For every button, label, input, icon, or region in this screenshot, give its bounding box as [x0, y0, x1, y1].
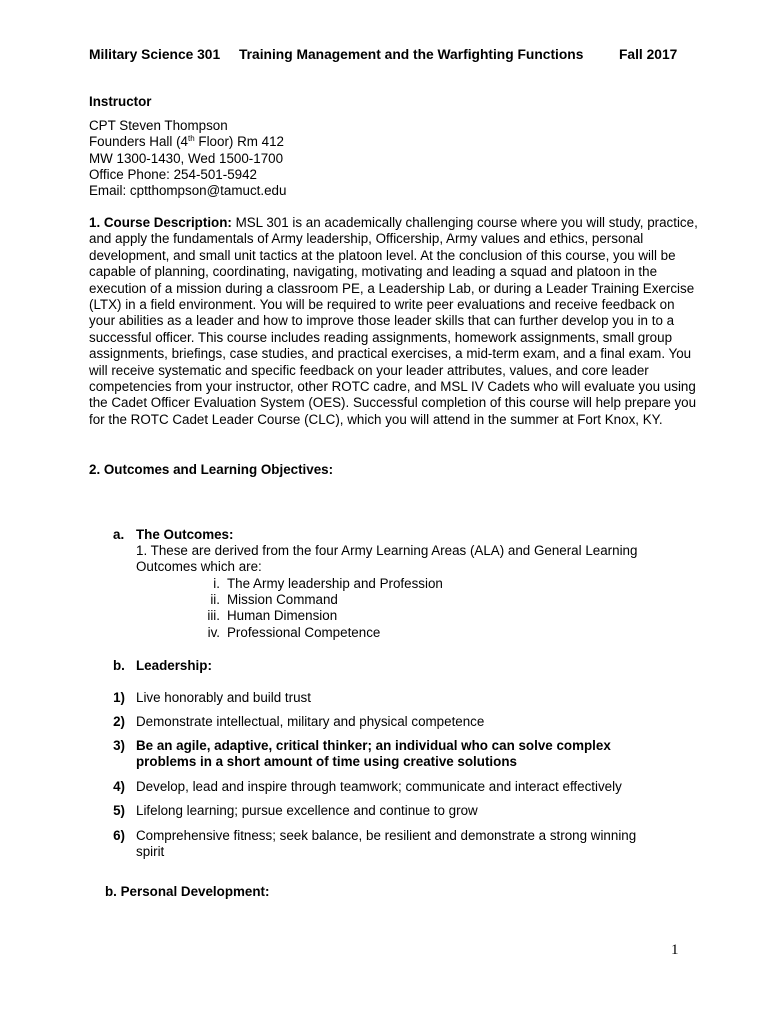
area-text: Mission Command — [227, 592, 338, 607]
outcomes-a-line1: 1. These are derived from the four Army Learning Areas (ALA) and General Learning — [136, 543, 638, 558]
leadership-item: Develop, lead and inspire through teamwork; communicate and interact effectively — [136, 779, 622, 794]
area-text: Human Dimension — [227, 608, 338, 623]
leadership-item: Live honorably and build trust — [136, 690, 311, 705]
instructor-phone: Office Phone: 254-501-5942 — [89, 167, 258, 182]
personal-development-heading: b. Personal Development: — [105, 884, 270, 899]
outcomes-heading: 2. Outcomes and Learning Objectives: — [89, 462, 334, 477]
leadership-number: 2) — [113, 714, 125, 729]
course-term: Fall 2017 — [619, 47, 678, 62]
course-description-label: 1. Course Description: — [89, 215, 232, 230]
area-text: The Army leadership and Profession — [227, 576, 443, 591]
course-description — [89, 215, 699, 428]
leadership-item: Be an agile, adaptive, critical thinker; an individual who can solve complex problems in a short amount of time using creative solutions — [136, 738, 611, 770]
leadership-number: 6) — [113, 828, 125, 843]
leadership-title: Leadership: — [136, 658, 212, 673]
outcomes-a-title: The Outcomes: — [136, 527, 234, 542]
instructor-office: Founders Hall (4th Floor) Rm 412 — [89, 134, 284, 149]
leadership-number: 1) — [113, 690, 125, 705]
leadership-label: b. — [113, 658, 125, 673]
outcomes-a-label: a. — [113, 527, 125, 542]
leadership-number: 4) — [113, 779, 125, 794]
instructor-heading: Instructor — [89, 94, 152, 109]
instructor-email: Email: cptthompson@tamuct.edu — [89, 183, 287, 198]
course-description-text: MSL 301 is an academically challenging course where you will study, practice, and apply the fundamentals of Army leadership, Officership, Army values and ethics, personal development, and small unit tactics at the platoon level. At the conclusion of this course, you will be capable of planning, coordinating, navigating, motivating and leading a squad and platoon in the execution of a mission during a classroom PE, a Leadership Lab, or during a Leader Training Exercise (LTX) in a field environment. You will be required to write peer evaluations and receive feedback on your abilities as a leader and how to improve those leader skills that can further develop you in to a successful officer. This course includes reading assignments, homework assignments, small group assignments, briefings, case studies, and practical exercises, a mid-term exam, and a final exam. You will receive systematic and specific feedback on your leader attributes, values, and core leader competencies from your instructor, other ROTC cadre, and MSL IV Cadets who will evaluate you using the Cadet Officer Evaluation System (OES). Successful completion of this course will help prepare you for the ROTC Cadet Leader Course (CLC), which you will attend in the summer at Fort Knox, KY. — [89, 215, 698, 427]
leadership-item: Lifelong learning; pursue excellence and continue to grow — [136, 803, 478, 818]
leadership-item: Demonstrate intellectual, military and physical competence — [136, 714, 485, 729]
leadership-number: 5) — [113, 803, 125, 818]
area-number: iv. — [207, 625, 220, 640]
area-number: ii. — [210, 592, 220, 607]
area-number: i. — [213, 576, 220, 591]
leadership-number: 3) — [113, 738, 125, 753]
course-title: Training Management and the Warfighting Functions — [239, 47, 584, 62]
page-number: 1 — [671, 942, 679, 958]
instructor-hours: MW 1300-1430, Wed 1500-1700 — [89, 151, 284, 166]
instructor-name: CPT Steven Thompson — [89, 118, 228, 133]
area-number: iii. — [207, 608, 220, 623]
course-code: Military Science 301 — [89, 47, 221, 62]
outcomes-a-line2: Outcomes which are: — [136, 559, 262, 574]
area-text: Professional Competence — [227, 625, 381, 640]
leadership-item: Comprehensive fitness; seek balance, be resilient and demonstrate a strong winning spirit — [136, 828, 637, 860]
